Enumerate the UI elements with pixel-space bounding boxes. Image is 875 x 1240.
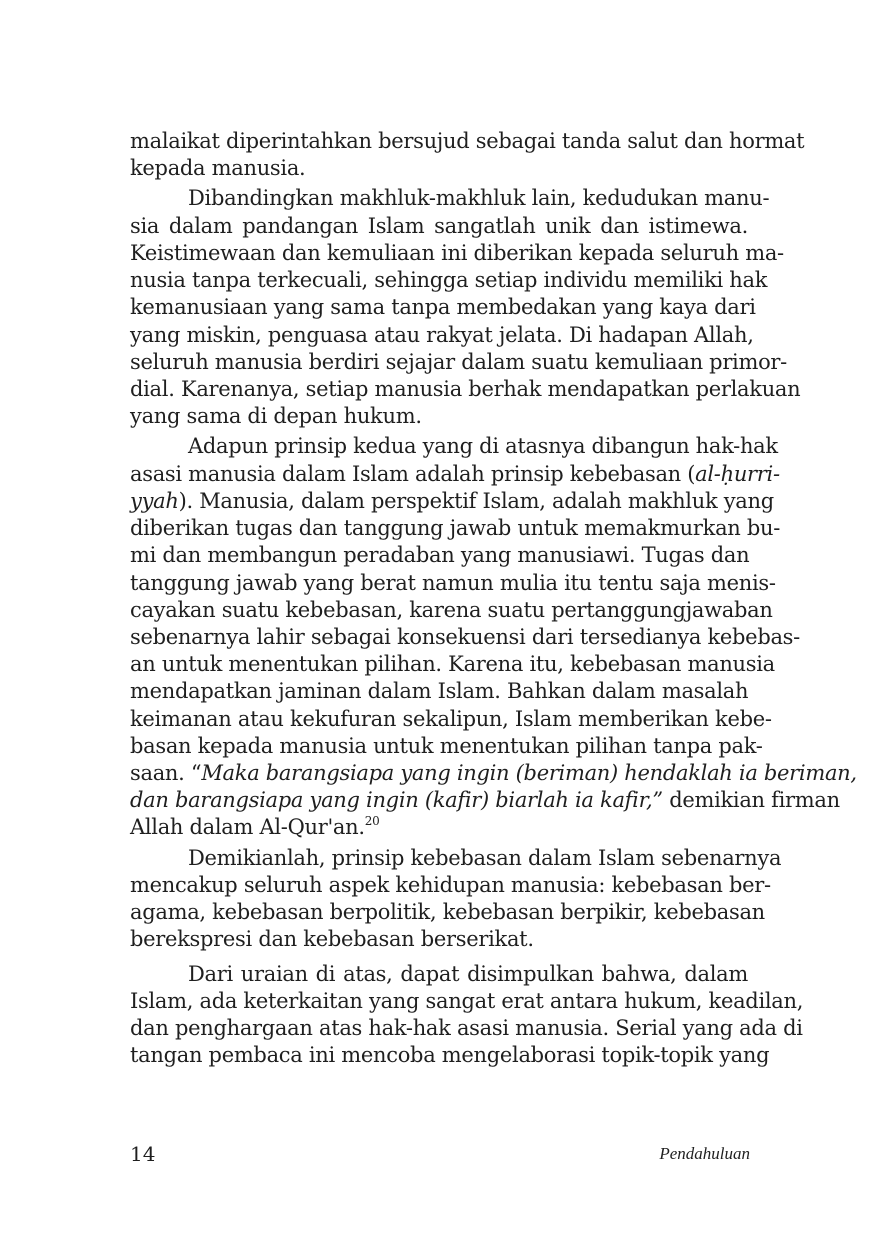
- text-line: dan penghargaan atas hak-hak asasi manusia. Serial yang ada di: [130, 1016, 803, 1040]
- text-line: Dibandingkan makhluk-makhluk lain, kedudukan manu-: [188, 186, 770, 211]
- text-line: kepada manusia.: [130, 156, 306, 181]
- text-line: an untuk menentukan pilihan. Karena itu, kebebasan manusia: [130, 652, 775, 677]
- text-line: yang miskin, penguasa atau rakyat jelata. Di hadapan Allah,: [130, 322, 754, 347]
- body-text: [130, 128, 857, 1069]
- text-line: nusia tanpa terkecuali, sehingga setiap individu memiliki hak: [130, 268, 768, 293]
- text-line: [130, 787, 840, 814]
- text-line: Demikianlah, prinsip kebebasan dalam Islam sebenarnya: [188, 845, 782, 870]
- text-line: sia dalam pandangan Islam sangatlah unik dan istimewa.: [130, 213, 748, 238]
- text-segment: Allah dalam Al-Qur'an.: [130, 815, 365, 840]
- text-line: yang sama di depan hukum.: [130, 404, 422, 429]
- text-line: mi dan membangun peradaban yang manusiawi. Tugas dan: [130, 543, 750, 568]
- italic-term: yyah: [130, 488, 179, 513]
- text-line: [130, 461, 780, 488]
- text-line: Adapun prinsip kedua yang di atasnya dibangun hak-hak: [188, 434, 778, 459]
- quran-quote: Maka barangsiapa yang ingin (beriman) hendaklah ia beriman,: [201, 761, 857, 786]
- text-line: mendapatkan jaminan dalam Islam. Bahkan dalam masalah: [130, 679, 749, 704]
- page-number: 14: [130, 1142, 156, 1166]
- text-line: berekspresi dan kebebasan berserikat.: [130, 927, 534, 952]
- text-line: dial. Karenanya, setiap manusia berhak mendapatkan perlakuan: [130, 376, 801, 401]
- text-line: basan kepada manusia untuk menentukan pilihan tanpa pak-: [130, 733, 763, 758]
- text-segment: demikian firman: [662, 788, 840, 813]
- text-line: [130, 760, 857, 787]
- text-segment: asasi manusia dalam Islam adalah prinsip kebebasan (: [130, 461, 696, 486]
- text-line: [130, 488, 774, 515]
- text-line: mencakup seluruh aspek kehidupan manusia: kebebasan ber-: [130, 872, 771, 897]
- quran-quote: dan barangsiapa yang ingin (kafir) biarlah ia kafir,”: [130, 788, 663, 813]
- running-title: Pendahuluan: [659, 1144, 750, 1163]
- text-line: seluruh manusia berdiri sejajar dalam suatu kemuliaan primor-: [130, 349, 787, 374]
- text-line: [130, 814, 748, 841]
- text-line: cayakan suatu kebebasan, karena suatu pertanggungjawaban: [130, 597, 773, 622]
- text-line: diberikan tugas dan tanggung jawab untuk memakmurkan bu-: [130, 516, 781, 541]
- text-line: tangan pembaca ini mencoba mengelaborasi topik-topik yang: [130, 1043, 770, 1068]
- page-footer: [130, 1142, 750, 1170]
- text-line: agama, kebebasan berpolitik, kebebasan berpikir, kebebasan: [130, 900, 765, 925]
- italic-term: al-ḥurri-: [695, 461, 780, 486]
- text-line: Islam, ada keterkaitan yang sangat erat antara hukum, keadilan,: [130, 988, 804, 1013]
- text-segment: saan. “: [130, 761, 202, 786]
- text-line: malaikat diperintahkan bersujud sebagai tanda salut dan hormat: [130, 129, 805, 153]
- text-line: keimanan atau kekufuran sekalipun, Islam memberikan kebe-: [130, 706, 772, 731]
- text-line: sebenarnya lahir sebagai konsekuensi dari tersedianya kebebas-: [130, 624, 800, 649]
- text-line: kemanusiaan yang sama tanpa membedakan yang kaya dari: [130, 295, 756, 320]
- text-line: Keistimewaan dan kemuliaan ini diberikan kepada seluruh ma-: [130, 240, 784, 265]
- footnote-marker: 20: [364, 814, 380, 829]
- text-line: tanggung jawab yang berat namun mulia itu tentu saja menis-: [130, 570, 776, 595]
- text-segment: ). Manusia, dalam perspektif Islam, adalah makhluk yang: [178, 488, 774, 513]
- text-line: Dari uraian di atas, dapat disimpulkan bahwa, dalam: [188, 961, 748, 986]
